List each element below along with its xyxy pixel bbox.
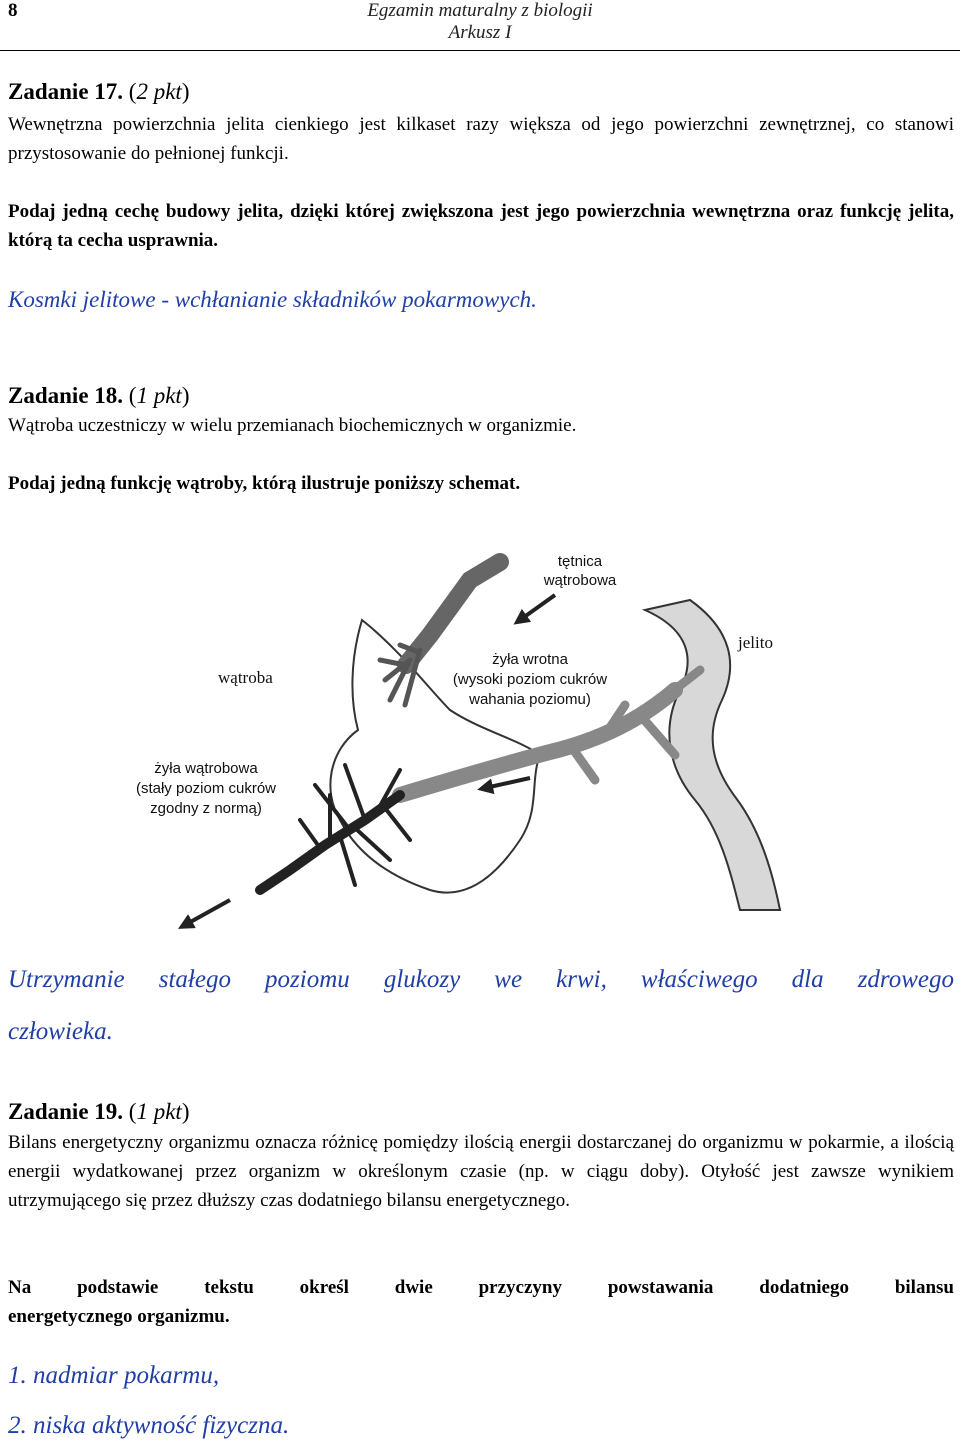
task17-text: Wewnętrzna powierzchnia jelita cienkiego jest kilkaset razy większa od jego powierzchni zewnętrznej, co stanowi przystosowanie do pełnionej funkcji. xyxy=(8,114,954,164)
task19-instruction-line2: energetycznego organizmu. xyxy=(8,1306,230,1327)
label-portal-3: wahania poziomu) xyxy=(469,691,591,708)
task19-instruction-line1: Na podstawie tekstu określ dwie przyczyny powstawania dodatniego bilansu xyxy=(8,1277,954,1298)
artery-arrow xyxy=(520,595,555,620)
task18-answer-line2: człowieka. xyxy=(8,1018,113,1045)
task18-text: Wątroba uczestniczy w wielu przemianach biochemicznych w organizmie. xyxy=(8,415,577,436)
task19-text: Bilans energetyczny organizmu oznacza różnicę pomiędzy ilością energii dostarczanej do organizmu w pokarmie, a ilością energii wydatkowanej przez organizm w określonym czasie (np. w ciągu doby). Otyłość jest zawsze wynikiem utrzymującego się przez dłuższy czas dodatniego bilansu energetycznego. xyxy=(8,1132,954,1211)
task17-title-text: Zadanie 17. xyxy=(8,79,124,104)
task19-title-text: Zadanie 19. xyxy=(8,1099,124,1124)
header-title: Egzamin maturalny z biologii xyxy=(367,0,593,21)
header-subtitle: Arkusz I xyxy=(448,22,512,43)
label-portal-1: żyła wrotna xyxy=(492,651,568,668)
label-hepatic-3: zgodny z normą) xyxy=(150,800,262,817)
task19-answer-1: 1. nadmiar pokarmu, xyxy=(8,1362,220,1389)
task18-title xyxy=(8,382,954,410)
label-liver: wątroba xyxy=(218,668,273,687)
task18-title-text: Zadanie 18. xyxy=(8,383,124,408)
task17-instruction: Podaj jedną cechę budowy jelita, dzięki której zwiększona jest jego powierzchnia wewnętrzna oraz funkcję jelita, którą ta cecha usprawnia. xyxy=(8,201,954,251)
liver-circulation-diagram xyxy=(100,540,880,940)
task18-instruction: Podaj jedną funkcję wątroby, którą ilustruje poniższy schemat. xyxy=(8,473,521,494)
task18-answer-line1: Utrzymanie stałego poziomu glukozy we krwi, właściwego dla zdrowego xyxy=(8,966,954,993)
page-number: 8 xyxy=(8,0,18,21)
label-artery-1: tętnica xyxy=(557,553,603,570)
hepatic-vein-arrow xyxy=(185,900,230,925)
task18-points: (1 pkt) xyxy=(128,383,190,408)
task17-title xyxy=(8,78,954,106)
label-artery-2: wątrobowa xyxy=(543,572,617,589)
label-hepatic-2: (stały poziom cukrów xyxy=(135,780,277,797)
task19-points: (1 pkt) xyxy=(128,1099,190,1124)
task19-title xyxy=(8,1098,954,1126)
label-portal-2: (wysoki poziom cukrów xyxy=(452,671,608,688)
label-intestine: jelito xyxy=(738,633,773,652)
label-hepatic-1: żyła wątrobowa xyxy=(154,760,258,777)
task17-answer: Kosmki jelitowe - wchłanianie składników pokarmowych. xyxy=(8,287,537,312)
task17-points: (2 pkt) xyxy=(128,79,190,104)
page-header xyxy=(0,0,960,51)
task19-answer-2: 2. niska aktywność fizyczna. xyxy=(8,1412,290,1439)
